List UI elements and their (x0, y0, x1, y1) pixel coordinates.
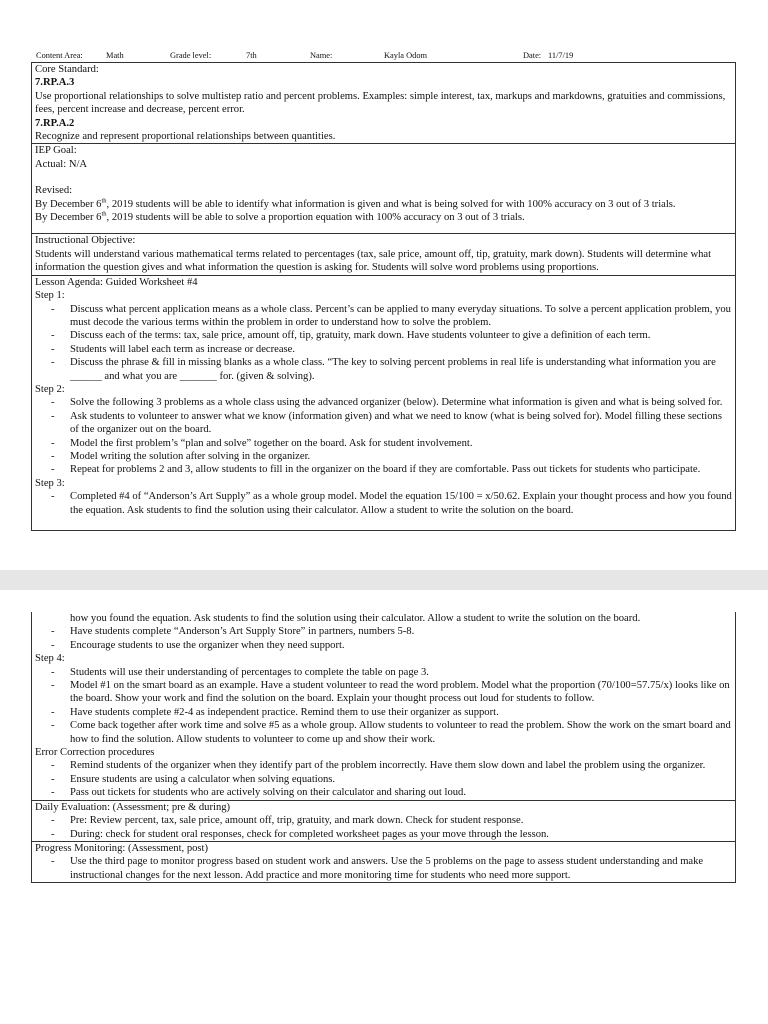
step-3-continued-text: how you found the equation. Ask students to find the solution using their calculator. Allow a student to write the solution on the board. (70, 613, 641, 624)
list-item: - Students will use their understanding of percentages to complete the table on page 3. (35, 666, 732, 679)
step-3-list-continued (35, 625, 732, 652)
iep-actual: Actual: N/A (35, 158, 88, 170)
evaluation-list (35, 814, 732, 841)
list-item: - Ask students to volunteer to answer what we know (information given) and what we need to know (what is being solved for). Model filling these sections of the organizer out on the board. (35, 410, 732, 437)
error-correction-label: Error Correction procedures (35, 747, 155, 759)
lesson-agenda-continued (32, 612, 735, 801)
list-item: - Pre: Review percent, tax, sale price, amount off, trip, gratuity, and mark down. Check for student response. (35, 814, 732, 827)
daily-evaluation-section (32, 801, 735, 842)
step-2-label: Step 2: (35, 383, 65, 395)
name-label: Name: (310, 51, 333, 60)
list-item: - Discuss the phrase & fill in missing blanks as a whole class. “The key to solving percent problems in real life is understanding what information you are ______ and what you are _______ for. (given & solving). (35, 356, 732, 383)
lesson-plan-table-page-1 (31, 62, 736, 531)
list-item: - Repeat for problems 2 and 3, allow students to fill in the organizer on the board if they are comfortable. Pass out tickets for students who participate. (35, 463, 732, 476)
lesson-agenda-section (32, 276, 735, 531)
document-header (34, 50, 738, 62)
step-2-list (35, 396, 732, 476)
grade-level-value: 7th (246, 51, 257, 60)
list-item: - Solve the following 3 problems as a whole class using the advanced organizer (below). Determine what information is given and what is being solved for. (35, 396, 732, 409)
core-standard-section (32, 63, 735, 144)
list-item: - Model writing the solution after solving in the organizer. (35, 450, 732, 463)
list-item: - Come back together after work time and solve #5 as a whole group. Allow students to volunteer to read the problem. Show the work on the smart board and how to find the solution. Allow students to volunteer to come up and show their work. (35, 719, 732, 746)
list-item: - Use the third page to monitor progress based on student work and answers. Use the 5 problems on the page to assess student understanding and make instructional changes for the next lesson. Add practice and more monitoring time for students who need more support. (35, 855, 732, 882)
standard-text-2: Recognize and represent proportional relationships between quantities. (35, 131, 336, 143)
iep-goal-title: IEP Goal: (35, 145, 77, 157)
date-label: Date: (523, 51, 542, 60)
list-item: - Remind students of the organizer when they identify part of the problem incorrectly. Have them slow down and label the problem using the organizer. (35, 759, 732, 772)
instructional-objective-section (32, 234, 735, 275)
list-item: - Discuss each of the terms: tax, sale price, amount off, tip, gratuity, mark down. Have students volunteer to give a definition of each term. (35, 329, 732, 342)
step-3-list (35, 490, 732, 517)
content-area-value: Math (106, 51, 124, 60)
name-value: Kayla Odom (384, 51, 428, 60)
list-item: - Have students complete #2-4 as independent practice. Remind them to use their organizer as support. (35, 706, 732, 719)
objective-text: Students will understand various mathematical terms related to percentages (tax, sale price, amount off, tip, gratuity, mark down). Students will determine what information the question gives and what information the question is asking for. Students will solve word problems using proportions. (35, 248, 712, 274)
iep-revised-label: Revised: (35, 185, 73, 197)
content-area-label: Content Area: (36, 51, 83, 60)
monitoring-title: Progress Monitoring: (Assessment, post) (35, 842, 209, 854)
evaluation-title: Daily Evaluation: (Assessment; pre & during) (35, 801, 231, 813)
progress-monitoring-section (32, 842, 735, 882)
iep-goal-1: By December 6th, 2019 students will be able to identify what information is given and what is being solved for with 100% accuracy on 3 out of 3 trials. (35, 197, 676, 210)
error-correction-list (35, 759, 732, 799)
standard-text-1: Use proportional relationships to solve multistep ratio and percent problems. Examples: simple interest, tax, markups and markdowns, gratuities and commissions, fees, percent increase and decrease, percent error. (35, 90, 726, 116)
iep-goal-2: By December 6th, 2019 students will be able to solve a proportion equation with 100% accuracy on 3 out of 3 trials. (35, 210, 525, 224)
monitoring-list (35, 855, 732, 882)
step-4-list (35, 666, 732, 746)
list-item: - During: check for student oral responses, check for completed worksheet pages as your move through the lesson. (35, 828, 732, 841)
step-4-label: Step 4: (35, 653, 65, 665)
list-item: - Ensure students are using a calculator when solving equations. (35, 773, 732, 786)
agenda-title: Lesson Agenda: Guided Worksheet #4 (35, 276, 198, 288)
core-standard-title: Core Standard: (35, 64, 99, 75)
list-item: - Completed #4 of “Anderson’s Art Supply” as a whole group model. Model the equation 15/100 = x/50.62. Explain your thought process and how you found the equation. Ask students to find the solution using their calculator. Allow a student to write the solution on the board. (35, 490, 732, 517)
list-item: - Pass out tickets for students who are actively solving on their calculator and sharing out loud. (35, 786, 732, 799)
page-gap (0, 570, 768, 590)
objective-title: Instructional Objective: (35, 235, 136, 247)
list-item: - Discuss what percent application means as a whole class. Percent’s can be applied to many everyday situations. To solve a percent application problem, you must decode the various terms within the problem in order to understand how to solve the problem. (35, 303, 732, 330)
standard-code-2: 7.RP.A.2 (35, 117, 75, 129)
grade-level-label: Grade level: (170, 51, 212, 60)
step-3-label: Step 3: (35, 477, 65, 489)
step-1-list (35, 303, 732, 383)
page-2 (0, 590, 768, 1024)
iep-goal-section (32, 144, 735, 234)
date-value: 11/7/19 (548, 51, 574, 60)
step-1-label: Step 1: (35, 290, 65, 302)
list-item: - Encourage students to use the organizer when they need support. (35, 639, 732, 652)
list-item: - Model #1 on the smart board as an example. Have a student volunteer to read the word problem. Model what the proportion (70/100=57.75/x) looks like on the board. Show your work and find the solution on the board. Explain your thought process out loud for students to follow. (35, 679, 732, 706)
standard-code-1: 7.RP.A.3 (35, 77, 75, 89)
lesson-plan-table-page-2 (31, 612, 736, 883)
list-item: - Students will label each term as increase or decrease. (35, 343, 732, 356)
list-item: - Have students complete “Anderson’s Art Supply Store” in partners, numbers 5-8. (35, 625, 732, 638)
list-item: - Model the first problem’s “plan and solve” together on the board. Ask for student involvement. (35, 437, 732, 450)
